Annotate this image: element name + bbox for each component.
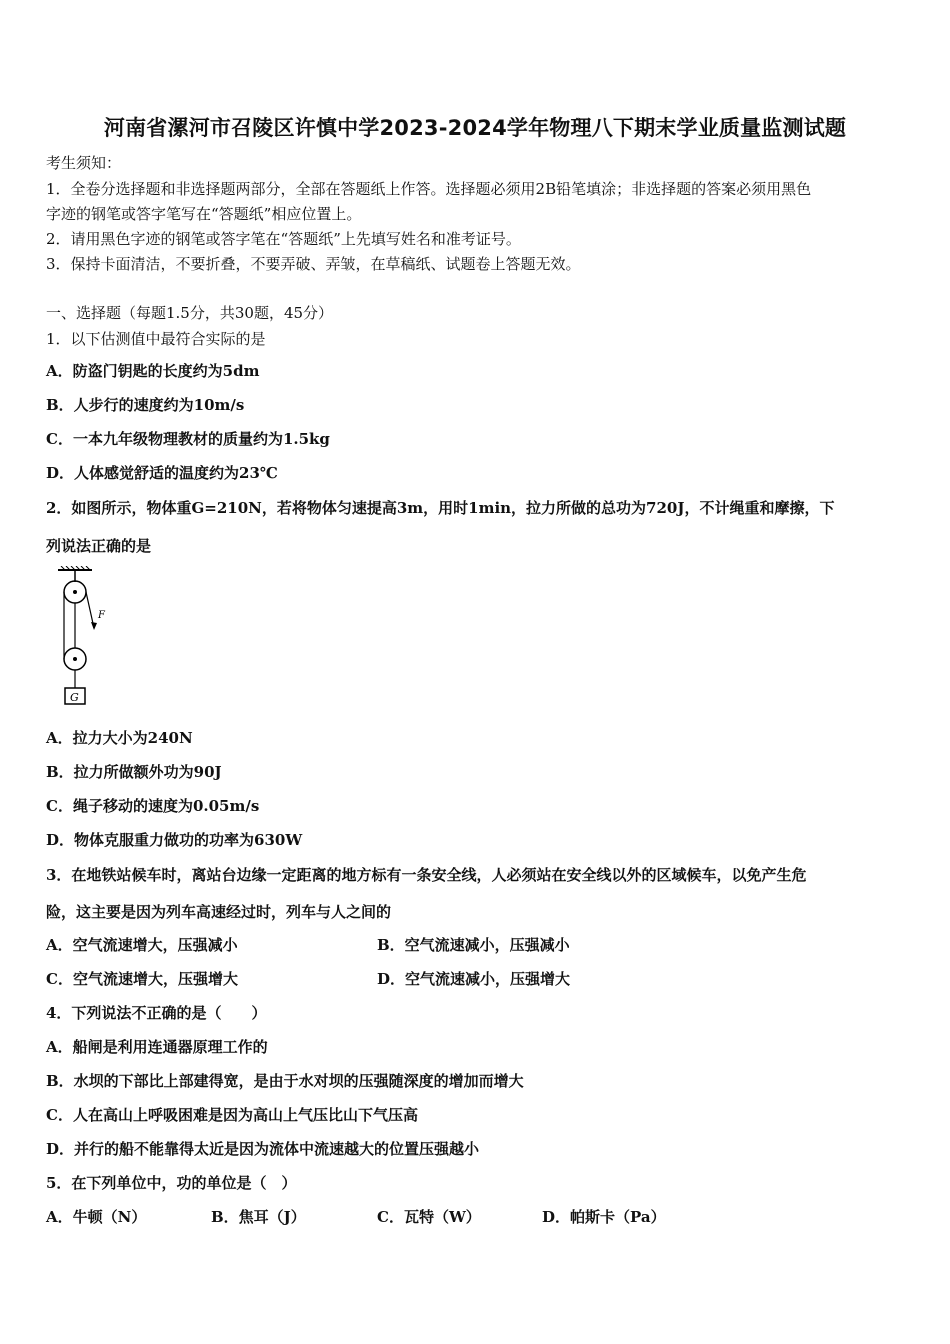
question-3-stem-cont: 险，这主要是因为列车高速经过时，列车与人之间的	[46, 903, 392, 921]
q2-option-c: C．绳子移动的速度为0.05m/s	[46, 797, 260, 815]
notice-item: 3．保持卡面清洁，不要折叠，不要弄破、弄皱，在草稿纸、试题卷上答题无效。	[46, 255, 581, 273]
q1-option-b: B．人步行的速度约为10m/s	[46, 396, 245, 414]
notice-heading: 考生须知：	[46, 154, 122, 172]
question-5-stem: 5．在下列单位中，功的单位是（ ）	[46, 1174, 297, 1192]
q1-option-d: D．人体感觉舒适的温度约为23℃	[46, 464, 278, 482]
q3-option-a: A．空气流速增大，压强减小	[46, 936, 238, 954]
q5-option-c: C．瓦特（W）	[377, 1208, 481, 1226]
q5-option-b: B．焦耳（J）	[211, 1208, 306, 1226]
notice-item: 字迹的钢笔或答字笔写在“答题纸”相应位置上。	[46, 205, 362, 223]
q4-option-b: B．水坝的下部比上部建得宽，是由于水对坝的压强随深度的增加而增大	[46, 1072, 524, 1090]
notice-item: 1．全卷分选择题和非选择题两部分，全部在答题纸上作答。选择题必须用2B铅笔填涂；非选择题的答案必须用黑色	[46, 180, 812, 198]
q5-option-a: A．牛顿（N）	[46, 1208, 147, 1226]
q1-option-c: C．一本九年级物理教材的质量约为1.5kg	[46, 430, 330, 448]
question-1-stem: 1．以下估测值中最符合实际的是	[46, 330, 266, 348]
force-label: F	[98, 610, 105, 621]
q4-option-c: C．人在高山上呼吸困难是因为高山上气压比山下气压高	[46, 1106, 418, 1124]
question-2-stem-cont: 列说法正确的是	[46, 537, 152, 555]
q2-option-d: D．物体克服重力做功的功率为630W	[46, 831, 303, 849]
q4-option-a: A．船闸是利用连通器原理工作的	[46, 1038, 268, 1056]
q5-option-d: D．帕斯卡（Pa）	[542, 1208, 666, 1226]
notice-item: 2．请用黑色字迹的钢笔或答字笔在“答题纸”上先填写姓名和准考证号。	[46, 230, 521, 248]
q2-option-a: A．拉力大小为240N	[46, 729, 193, 747]
q3-option-b: B．空气流速减小，压强减小	[377, 936, 570, 954]
q3-option-d: D．空气流速减小，压强增大	[377, 970, 571, 988]
section-heading: 一、选择题（每题1.5分，共30题，45分）	[46, 304, 334, 322]
q2-option-b: B．拉力所做额外功为90J	[46, 763, 222, 781]
question-2-stem: 2．如图所示，物体重G=210N，若将物体匀速提高3m，用时1min，拉力所做的总功为720J，不计绳重和摩擦，下	[46, 499, 835, 517]
q4-option-d: D．并行的船不能靠得太近是因为流体中流速越大的位置压强越小	[46, 1140, 480, 1158]
pulley-figure	[52, 566, 132, 714]
q3-option-c: C．空气流速增大，压强增大	[46, 970, 238, 988]
weight-label: G	[70, 691, 79, 704]
question-4-stem: 4．下列说法不正确的是（ ）	[46, 1004, 267, 1022]
question-3-stem: 3．在地铁站候车时，离站台边缘一定距离的地方标有一条安全线，人必须站在安全线以外的区域候车，以免产生危	[46, 866, 807, 884]
q1-option-a: A．防盗门钥匙的长度约为5dm	[46, 362, 260, 380]
page-title: 河南省漯河市召陵区许慎中学2023-2024学年物理八下期末学业质量监测试题	[103, 116, 847, 140]
